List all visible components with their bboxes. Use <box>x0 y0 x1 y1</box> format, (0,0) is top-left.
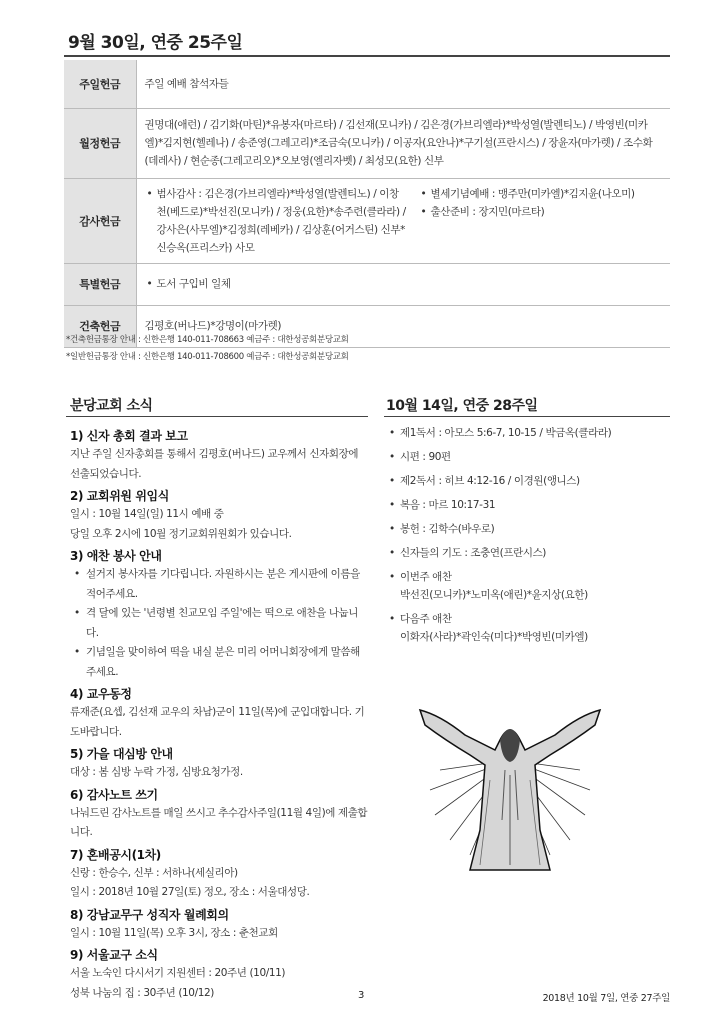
row-label: 감사헌금 <box>64 178 136 263</box>
news-text: 성북 나눔의 집 : 30주년 (10/12) <box>70 986 214 999</box>
news-heading: 8) 강남교무구 성직자 월례회의 <box>70 907 229 922</box>
note-line: *일반헌금통장 안내 : 신한은행 140-011-708600 예금주 : 대한성공회분당교회 <box>66 352 349 362</box>
news-text: 신랑 : 한승수, 신부 : 서하나(세실리아) <box>70 866 238 879</box>
row-value <box>136 263 670 305</box>
news-text: 당일 오후 2시에 10월 정기교회위원회가 있습니다. <box>70 527 292 540</box>
next-week-divider <box>384 416 670 417</box>
note-line: *건축헌금통장 안내 : 신한은행 140-011-708663 예금주 : 대한성공회분당교회 <box>66 335 349 345</box>
list-item: • 격 달에 있는 '년령별 친교모임 주일'에는 떡으로 애찬을 나눕니다. <box>70 604 370 643</box>
next-week-title: 10월 14일, 연중 28주일 <box>386 398 538 414</box>
list-item: • 신자들의 기도 : 조충연(프란시스) <box>386 544 676 562</box>
offerings-table <box>64 60 670 348</box>
risen-christ-illustration <box>410 680 610 880</box>
news-heading: 2) 교회위원 위임식 <box>70 489 169 503</box>
news-text: 일시 : 2018년 10월 27일(토) 정오, 장소 : 서울대성당. <box>70 886 310 898</box>
list-item-label: • 다음주 애찬 <box>400 613 452 625</box>
list-item: • 기념일을 맞이하여 떡을 내실 분은 미리 어머니회장에게 말씀해 주세요. <box>70 643 370 682</box>
list-item-label: • 이번주 애찬 <box>400 571 452 583</box>
row-value <box>136 178 670 263</box>
news-text: 대상 : 봄 심방 누락 가정, 심방요청가정. <box>70 766 243 778</box>
account-notes <box>66 332 349 366</box>
list-item-names: 이화자(사라)*곽인숙(미다)*박영빈(미카엘) <box>400 631 588 643</box>
news-heading: 4) 교우동정 <box>70 687 132 701</box>
news-heading: 6) 감사노트 쓰기 <box>70 787 158 802</box>
page-number: 3 <box>358 990 365 1001</box>
list-item: • 출산준비 : 장지민(마르타) <box>419 203 635 221</box>
title-divider <box>64 55 670 57</box>
row-label: 월정헌금 <box>64 108 136 178</box>
news-section-title: 분당교회 소식 <box>70 398 153 414</box>
footer-date: 2018년 10월 7일, 연중 27주일 <box>542 993 670 1004</box>
news-heading: 1) 신자 총회 결과 보고 <box>70 429 188 443</box>
page-title: 9월 30일, 연중 25주일 <box>68 33 243 53</box>
news-section <box>70 424 370 1003</box>
news-heading: 3) 애찬 봉사 안내 <box>70 549 162 563</box>
news-text: 류재준(요셉, 김선재 교우의 차남)군이 11일(목)에 군입대합니다. 기도바랍니다. <box>70 706 365 738</box>
row-label: 건축헌금 <box>64 305 136 347</box>
news-divider <box>66 416 368 417</box>
list-item: • 제2독서 : 히브 4:12-16 / 이경원(앵니스) <box>386 472 676 490</box>
table-row <box>64 60 670 108</box>
table-row <box>64 108 670 178</box>
list-item: • 시편 : 90편 <box>386 448 676 466</box>
news-text: 일시 : 10월 11일(목) 오후 3시, 장소 : 춘천교회 <box>70 926 278 939</box>
list-item: • 도서 구입비 일체 <box>145 275 663 293</box>
list-item: • 봉헌 : 김학수(바우로) <box>386 520 676 538</box>
row-value: 김평호(버나드)*강명이(마가렛) <box>136 305 670 347</box>
table-row <box>64 263 670 305</box>
row-value: 권명대(애런) / 김기화(마틴)*유봉자(마르타) / 김선재(모니카) / 김은경(가브리엘라)*박성열(발렌티노) / 박영빈(미카엘)*김지현(헬레나) / 송준영(그레고리)*조금숙(모니카) / 이공자(요안나)*구기설(프란시스) / 장윤자(마가렛) / 조수화(데레사) / 현순종(그레고리오)*오보영(엘리자벳) / 최성모(요한) 신부 <box>136 108 670 178</box>
list-item <box>386 568 676 604</box>
row-value: 주일 예배 참석자들 <box>136 60 670 108</box>
news-heading: 5) 가을 대심방 안내 <box>70 747 173 761</box>
row-label: 특별헌금 <box>64 263 136 305</box>
news-heading: 7) 혼배공시(1차) <box>70 847 161 862</box>
lectionary-list <box>386 424 676 652</box>
row-label: 주일헌금 <box>64 60 136 108</box>
list-item: • 설거지 봉사자를 기다립니다. 자원하시는 분은 게시판에 이름을 적어주세요. <box>70 565 370 604</box>
news-text: 지난 주일 신자총회를 통해서 김평호(버나드) 교우께서 신자회장에 선출되었습니다. <box>70 448 359 480</box>
news-text: 서울 노숙인 다시서기 지원센터 : 20주년 (10/11) <box>70 967 286 979</box>
list-item: • 제1독서 : 아모스 5:6-7, 10-15 / 박금옥(클라라) <box>386 424 676 442</box>
list-item: • 별세기념예배 : 맹주만(미카엘)*김지윤(나오미) <box>419 185 635 203</box>
list-item: • 범사감사 : 김은경(가브리엘라)*박성열(발렌티노) / 이창천(베드로)*박선진(모니카) / 정웅(요한)*송주련(클라라) / 강사은(사무엘)*김정희(레베카) / 김상훈(어거스틴) 신부*신승옥(프리스카) 사모 <box>145 185 407 257</box>
list-item-names: 박선진(모니카)*노미옥(애린)*윤지상(요한) <box>400 589 588 601</box>
news-text: 나눠드린 감사노트를 매일 쓰시고 추수감사주일(11월 4일)에 제출합니다. <box>70 806 368 838</box>
list-item <box>386 610 676 646</box>
news-heading: 9) 서울교구 소식 <box>70 948 158 962</box>
news-text: 일시 : 10월 14일(일) 11시 예배 중 <box>70 508 224 520</box>
list-item: • 복음 : 마르 10:17-31 <box>386 496 676 514</box>
table-row <box>64 178 670 263</box>
